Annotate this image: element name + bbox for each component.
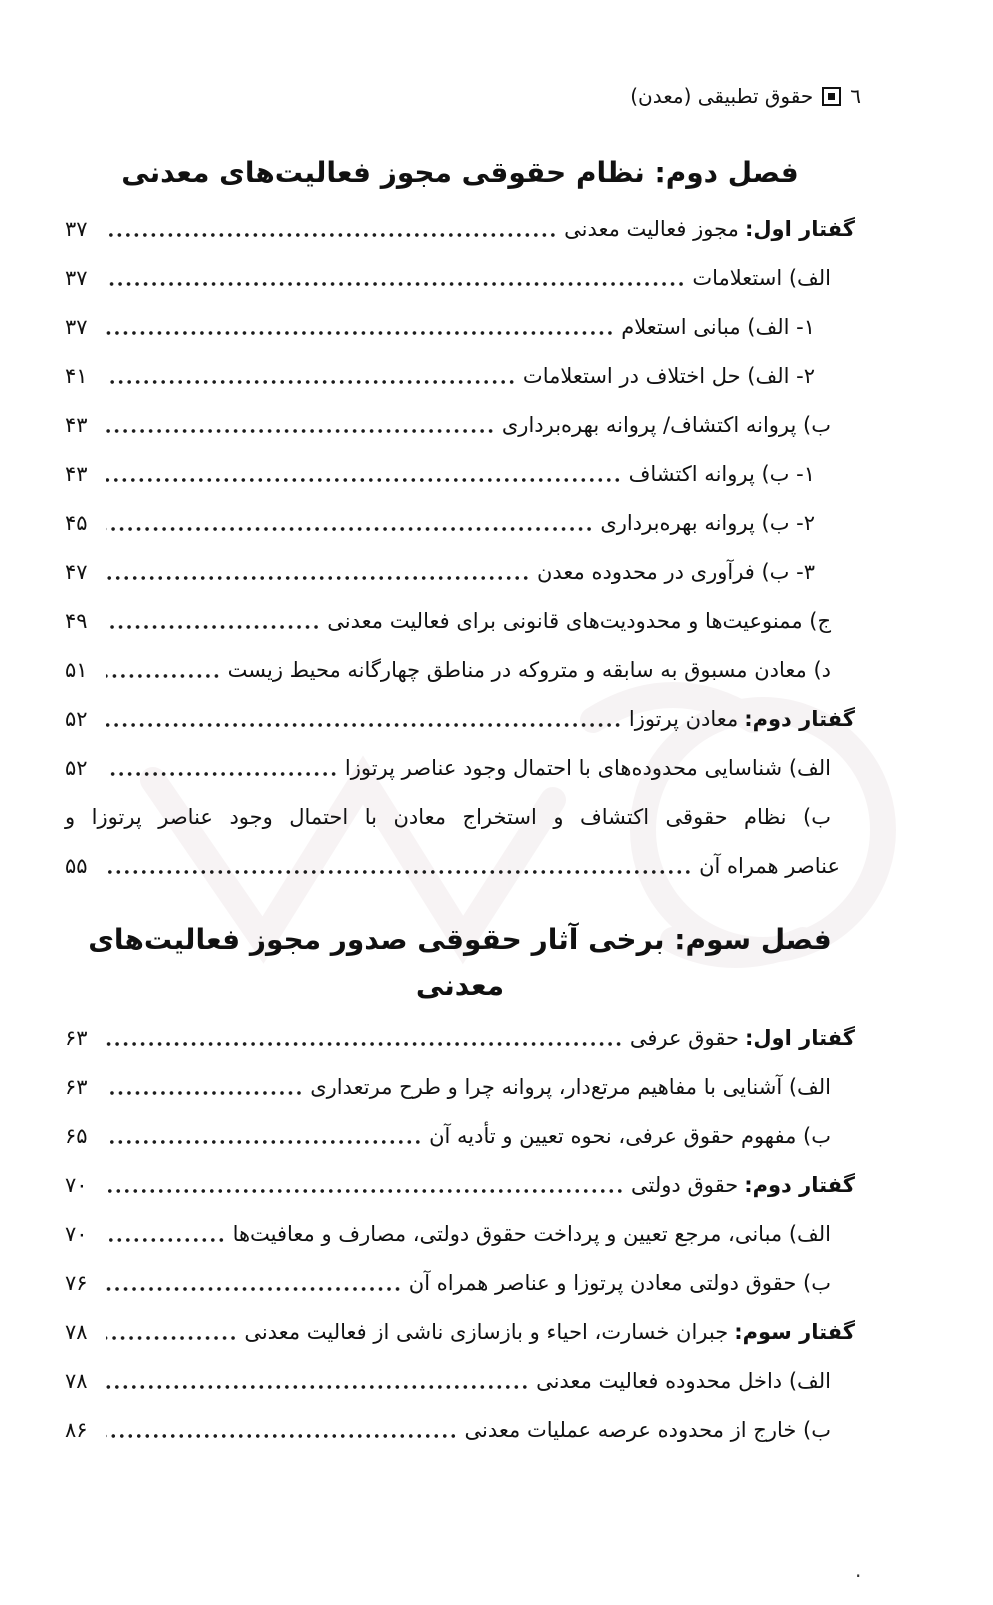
entry-page-number: ۴۵ bbox=[65, 511, 88, 535]
toc-entry bbox=[65, 1023, 855, 1053]
entry-title: ب) پروانه اکتشاف/ پروانه بهره‌برداری bbox=[501, 413, 831, 437]
dotted-leader bbox=[106, 329, 614, 337]
chapter-heading: فصل سوم: برخی آثار حقوقی صدور مجوز فعالیت‌های معدنی bbox=[88, 923, 832, 1002]
entry-title: ۲- ب) پروانه بهره‌برداری bbox=[600, 511, 815, 535]
book-title: حقوق تطبیقی (معدن) bbox=[630, 84, 814, 108]
toc-entry bbox=[65, 1268, 855, 1298]
entry-title: الف) شناسایی محدوده‌های با احتمال وجود عناصر پرتوزا bbox=[344, 756, 831, 780]
square-bullet-icon bbox=[822, 87, 841, 106]
dotted-leader bbox=[106, 231, 557, 239]
entry-page-number: ۶۵ bbox=[65, 1124, 88, 1148]
stray-period-mark: . bbox=[855, 1558, 862, 1582]
toc-entry bbox=[65, 312, 855, 342]
dotted-leader bbox=[106, 476, 622, 484]
page-number: ٦ bbox=[850, 84, 861, 108]
dotted-leader bbox=[106, 1089, 303, 1097]
toc-entry bbox=[65, 557, 855, 587]
toc-entry bbox=[65, 1219, 855, 1249]
toc-entry bbox=[65, 802, 855, 832]
entry-title: د) معادن مسبوق به سابقه و متروکه در مناطق چهارگانه محیط زیست bbox=[227, 658, 831, 682]
toc-entry bbox=[65, 704, 855, 734]
entry-title: جبران خسارت، احیاء و بازسازی ناشی از فعالیت معدنی bbox=[244, 1320, 729, 1344]
toc-entry bbox=[65, 1366, 855, 1396]
entry-prefix: گفتار سوم: bbox=[734, 1320, 855, 1344]
entry-title: ب) حقوق دولتی معادن پرتوزا و عناصر همراه آن bbox=[408, 1271, 831, 1295]
dotted-leader bbox=[106, 623, 320, 631]
entry-page-number: ۵۱ bbox=[65, 658, 88, 682]
entry-prefix: گفتار اول: bbox=[744, 217, 855, 241]
entry-page-number: ۷۰ bbox=[65, 1222, 88, 1246]
entry-title: الف) استعلامات bbox=[692, 266, 831, 290]
entry-page-number: ۷۰ bbox=[65, 1173, 88, 1197]
entry-page-number: ۷۸ bbox=[65, 1369, 88, 1393]
entry-title: معادن پرتوزا bbox=[628, 707, 739, 731]
toc-entry bbox=[65, 1415, 855, 1445]
entry-page-number: ۷۸ bbox=[65, 1320, 88, 1344]
entry-title: الف) آشنایی با مفاهیم مرتع‌دار، پروانه چرا و طرح مرتعداری bbox=[310, 1075, 831, 1099]
toc-entry bbox=[65, 459, 855, 489]
entry-page-number: ۸۶ bbox=[65, 1418, 88, 1442]
toc-entry bbox=[65, 606, 855, 636]
dotted-leader bbox=[106, 525, 593, 533]
dotted-leader bbox=[106, 1236, 226, 1244]
entry-title: الف) داخل محدوده فعالیت معدنی bbox=[536, 1369, 831, 1393]
dotted-leader bbox=[106, 1432, 458, 1440]
entry-page-number: ۳۷ bbox=[65, 266, 88, 290]
entry-page-number: ۷۶ bbox=[65, 1271, 88, 1295]
entry-prefix: گفتار اول: bbox=[744, 1026, 855, 1050]
toc-entry bbox=[65, 214, 855, 244]
entry-title: ۱- ب) پروانه اکتشاف bbox=[628, 462, 815, 486]
toc-entry bbox=[65, 508, 855, 538]
running-head bbox=[630, 84, 861, 108]
entry-title: ب) خارج از محدوده عرصه عملیات معدنی bbox=[464, 1418, 831, 1442]
toc-entry bbox=[65, 263, 855, 293]
entry-page-number: ۴۹ bbox=[65, 609, 88, 633]
entry-title: ب) نظام حقوقی اکتشاف و استخراج معادن با احتمال وجود عناصر پرتوزا و bbox=[65, 805, 831, 829]
dotted-leader bbox=[106, 1040, 623, 1048]
entry-title: ۲- الف) حل اختلاف در استعلامات bbox=[522, 364, 815, 388]
dotted-leader bbox=[106, 1285, 402, 1293]
entry-page-number: ۵۲ bbox=[65, 756, 88, 780]
entry-page-number: ۶۳ bbox=[65, 1026, 88, 1050]
entry-page-number: ۴۳ bbox=[65, 413, 88, 437]
dotted-leader bbox=[106, 1138, 422, 1146]
entry-title: ۱- الف) مبانی استعلام bbox=[621, 315, 815, 339]
toc-entry bbox=[65, 410, 855, 440]
toc-entry bbox=[65, 1121, 855, 1151]
dotted-leader bbox=[106, 1383, 529, 1391]
entry-page-number: ۶۳ bbox=[65, 1075, 88, 1099]
entry-title: مجوز فعالیت معدنی bbox=[564, 217, 739, 241]
entry-prefix: گفتار دوم: bbox=[744, 707, 855, 731]
dotted-leader bbox=[106, 672, 221, 680]
dotted-leader bbox=[106, 378, 516, 386]
dotted-leader bbox=[106, 427, 495, 435]
toc-entry bbox=[65, 361, 855, 391]
chapter-heading: فصل دوم: نظام حقوقی مجوز فعالیت‌های معدنی bbox=[121, 156, 799, 189]
entry-title: عناصر همراه آن bbox=[699, 854, 840, 878]
entry-title: ۳- ب) فرآوری در محدوده معدن bbox=[536, 560, 815, 584]
entry-title: ج) ممنوعیت‌ها و محدودیت‌های قانونی برای فعالیت معدنی bbox=[327, 609, 831, 633]
dotted-leader bbox=[106, 1334, 237, 1342]
table-of-contents bbox=[65, 150, 855, 1464]
toc-entry bbox=[65, 1072, 855, 1102]
entry-page-number: ۴۷ bbox=[65, 560, 88, 584]
toc-entry bbox=[65, 655, 855, 685]
entry-title: حقوق عرفی bbox=[629, 1026, 739, 1050]
dotted-leader bbox=[106, 1187, 624, 1195]
toc-entry bbox=[65, 1170, 855, 1200]
toc-entry bbox=[65, 753, 855, 783]
dotted-leader bbox=[106, 280, 685, 288]
entry-title: حقوق دولتی bbox=[631, 1173, 739, 1197]
dotted-leader bbox=[106, 721, 622, 729]
entry-title: ب) مفهوم حقوق عرفی، نحوه تعیین و تأدیه آن bbox=[429, 1124, 831, 1148]
entry-page-number: ۳۷ bbox=[65, 217, 88, 241]
toc-entry bbox=[65, 851, 855, 881]
entry-title: الف) مبانی، مرجع تعیین و پرداخت حقوق دولتی، مصارف و معافیت‌ها bbox=[232, 1222, 831, 1246]
entry-page-number: ۵۲ bbox=[65, 707, 88, 731]
entry-page-number: ۴۳ bbox=[65, 462, 88, 486]
dotted-leader bbox=[106, 770, 338, 778]
dotted-leader bbox=[106, 574, 530, 582]
entry-prefix: گفتار دوم: bbox=[744, 1173, 855, 1197]
toc-entry bbox=[65, 1317, 855, 1347]
entry-page-number: ۴۱ bbox=[65, 364, 88, 388]
entry-page-number: ۵۵ bbox=[65, 854, 88, 878]
entry-page-number: ۳۷ bbox=[65, 315, 88, 339]
dotted-leader bbox=[106, 868, 692, 876]
